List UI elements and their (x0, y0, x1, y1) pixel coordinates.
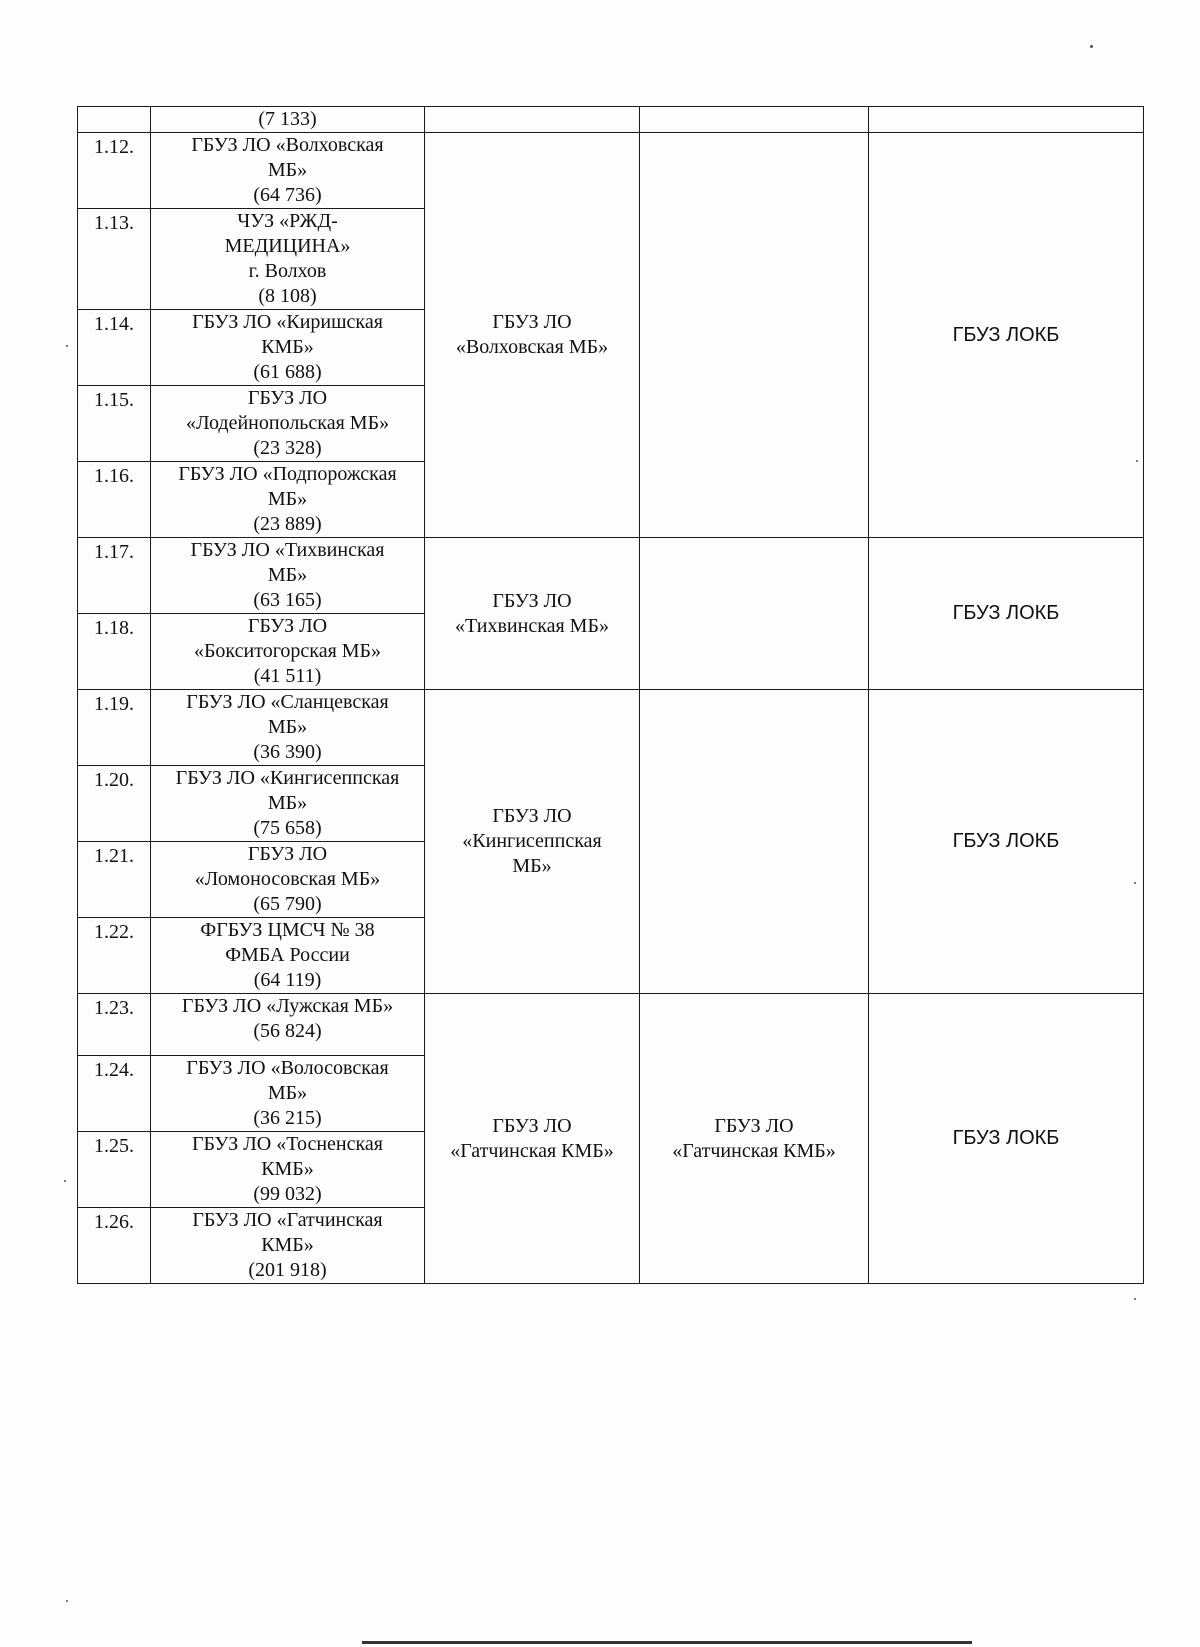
organization-name-line: МБ» (267, 1082, 308, 1104)
first-level-hospital-cell (425, 690, 640, 994)
first-level-cell (425, 107, 640, 133)
organization-name-line: ФГБУЗ ЦМСЧ № 38 (200, 919, 375, 941)
scan-speck (64, 1180, 66, 1182)
organization-name-line: МБ» (267, 792, 308, 814)
organization-name-line: КМБ» (261, 336, 314, 358)
organization-name-line: ГБУЗ ЛО «Лужская МБ» (181, 995, 394, 1017)
second-level-hospital-cell (640, 133, 869, 538)
organization-name-line: КМБ» (261, 1158, 314, 1180)
population-count: (99 032) (253, 1183, 322, 1205)
organization-cell (151, 133, 425, 209)
regional-hospital-cell: ГБУЗ ЛОКБ (869, 538, 1144, 690)
organization-name-line: МБ» (267, 716, 308, 738)
organization-name-line: МБ» (267, 564, 308, 586)
organization-name-line: ГБУЗ ЛО «Сланцевская (186, 691, 389, 713)
population-count: (63 165) (253, 589, 322, 611)
scan-edge-line (362, 1641, 972, 1644)
organization-name-line: МБ» (267, 488, 308, 510)
organization-cell (151, 994, 425, 1056)
row-number-cell: 1.18. (78, 614, 151, 690)
population-count: (23 328) (253, 437, 322, 459)
row-number-cell: 1.13. (78, 209, 151, 310)
population-count: (75 658) (253, 817, 322, 839)
organization-name-line: ГБУЗ ЛО «Волховская (191, 134, 384, 156)
routing-table-body (78, 107, 1144, 1284)
population-count: (36 215) (253, 1107, 322, 1129)
organization-name-line: ГБУЗ ЛО «Тихвинская (190, 539, 385, 561)
organization-name-line: ГБУЗ ЛО (247, 843, 328, 865)
regional-hospital-cell: ГБУЗ ЛОКБ (869, 690, 1144, 994)
second-level-hospital-cell (640, 690, 869, 994)
table-row (78, 133, 1144, 209)
organization-cell (151, 107, 425, 133)
organization-name-line: «Лодейнопольская МБ» (185, 412, 390, 434)
organization-name-line: ЧУЗ «РЖД- (237, 210, 338, 232)
organization-cell (151, 1056, 425, 1132)
scan-speck (1090, 45, 1093, 48)
second-level-hospital-line: «Гатчинская КМБ» (672, 1139, 836, 1162)
scan-speck (66, 1600, 68, 1602)
population-count: (201 918) (248, 1259, 327, 1281)
first-level-hospital-line: МБ» (512, 855, 552, 877)
scan-speck (66, 345, 68, 347)
row-number-cell: 1.26. (78, 1208, 151, 1284)
regional-hospital-cell: ГБУЗ ЛОКБ (869, 994, 1144, 1284)
organization-name-line: ГБУЗ ЛО (247, 615, 328, 637)
scan-speck (1134, 882, 1136, 884)
scan-speck (1136, 460, 1138, 462)
second-level-hospital-cell (640, 994, 869, 1284)
table-row (78, 690, 1144, 766)
organization-name-line: ГБУЗ ЛО «Тосненская (191, 1133, 383, 1155)
row-number-cell: 1.25. (78, 1132, 151, 1208)
third-level-cell (869, 107, 1144, 133)
population-count: (64 119) (253, 969, 322, 991)
row-number-cell (78, 107, 151, 133)
first-level-hospital-line: «Волховская МБ» (455, 336, 609, 358)
organization-name-line: «Ломоносовская МБ» (194, 868, 381, 890)
organization-name-line: ФМБА России (225, 944, 350, 966)
row-number-cell: 1.21. (78, 842, 151, 918)
scan-speck (1134, 1298, 1136, 1300)
first-level-hospital-line: ГБУЗ ЛО (492, 805, 572, 827)
population-count: (23 889) (253, 513, 322, 535)
organization-name-line: ГБУЗ ЛО «Волосовская (186, 1057, 389, 1079)
organization-name-line: ГБУЗ ЛО «Киришская (192, 311, 383, 333)
row-number-cell: 1.12. (78, 133, 151, 209)
table-row (78, 994, 1144, 1056)
row-number-cell: 1.14. (78, 310, 151, 386)
population-count: (7 133) (258, 108, 317, 130)
row-number-cell: 1.24. (78, 1056, 151, 1132)
population-count: (36 390) (253, 741, 322, 763)
organization-cell (151, 1208, 425, 1284)
organization-name-line: МБ» (267, 159, 308, 181)
row-number-cell: 1.20. (78, 766, 151, 842)
first-level-hospital-line: ГБУЗ ЛО (492, 311, 572, 333)
population-count: (41 511) (253, 665, 322, 687)
table-row (78, 538, 1144, 614)
organization-name-line: ГБУЗ ЛО (247, 387, 328, 409)
first-level-hospital-cell (425, 994, 640, 1284)
row-number-cell: 1.19. (78, 690, 151, 766)
organization-name-line: КМБ» (261, 1234, 314, 1256)
population-count: (65 790) (253, 893, 322, 915)
population-count: (64 736) (253, 184, 322, 206)
routing-table (77, 106, 1144, 1284)
first-level-hospital-cell (425, 133, 640, 538)
organization-cell (151, 310, 425, 386)
regional-hospital-cell: ГБУЗ ЛОКБ (869, 133, 1144, 538)
population-count: (8 108) (258, 285, 317, 307)
population-count: (56 824) (253, 1020, 322, 1042)
first-level-hospital-cell (425, 538, 640, 690)
organization-name-line: «Бокситогорская МБ» (193, 640, 382, 662)
organization-cell (151, 842, 425, 918)
first-level-hospital-line: «Тихвинская МБ» (455, 614, 609, 637)
organization-cell (151, 1132, 425, 1208)
table-row-continuation (78, 107, 1144, 133)
row-number-cell: 1.16. (78, 462, 151, 538)
organization-name-line: г. Волхов (248, 260, 327, 282)
organization-name-line: ГБУЗ ЛО «Подпорожская (178, 463, 397, 485)
first-level-hospital-line: «Гатчинская КМБ» (450, 1139, 614, 1162)
row-number-cell: 1.23. (78, 994, 151, 1056)
row-number-cell: 1.15. (78, 386, 151, 462)
organization-cell (151, 386, 425, 462)
organization-cell (151, 690, 425, 766)
organization-name-line: ГБУЗ ЛО «Гатчинская (192, 1209, 383, 1231)
row-number-cell: 1.17. (78, 538, 151, 614)
population-count: (61 688) (253, 361, 322, 383)
organization-cell (151, 614, 425, 690)
first-level-hospital-line: ГБУЗ ЛО (492, 589, 572, 612)
first-level-hospital-line: «Кингисеппская (462, 830, 602, 852)
second-level-cell (640, 107, 869, 133)
organization-cell (151, 538, 425, 614)
organization-cell (151, 462, 425, 538)
first-level-hospital-line: ГБУЗ ЛО (492, 1114, 572, 1137)
organization-cell (151, 766, 425, 842)
second-level-hospital-cell (640, 538, 869, 690)
row-number-cell: 1.22. (78, 918, 151, 994)
organization-cell (151, 918, 425, 994)
second-level-hospital-line: ГБУЗ ЛО (714, 1114, 794, 1137)
organization-name-line: МЕДИЦИНА» (224, 235, 351, 257)
organization-name-line: ГБУЗ ЛО «Кингисеппская (175, 767, 400, 789)
organization-cell (151, 209, 425, 310)
